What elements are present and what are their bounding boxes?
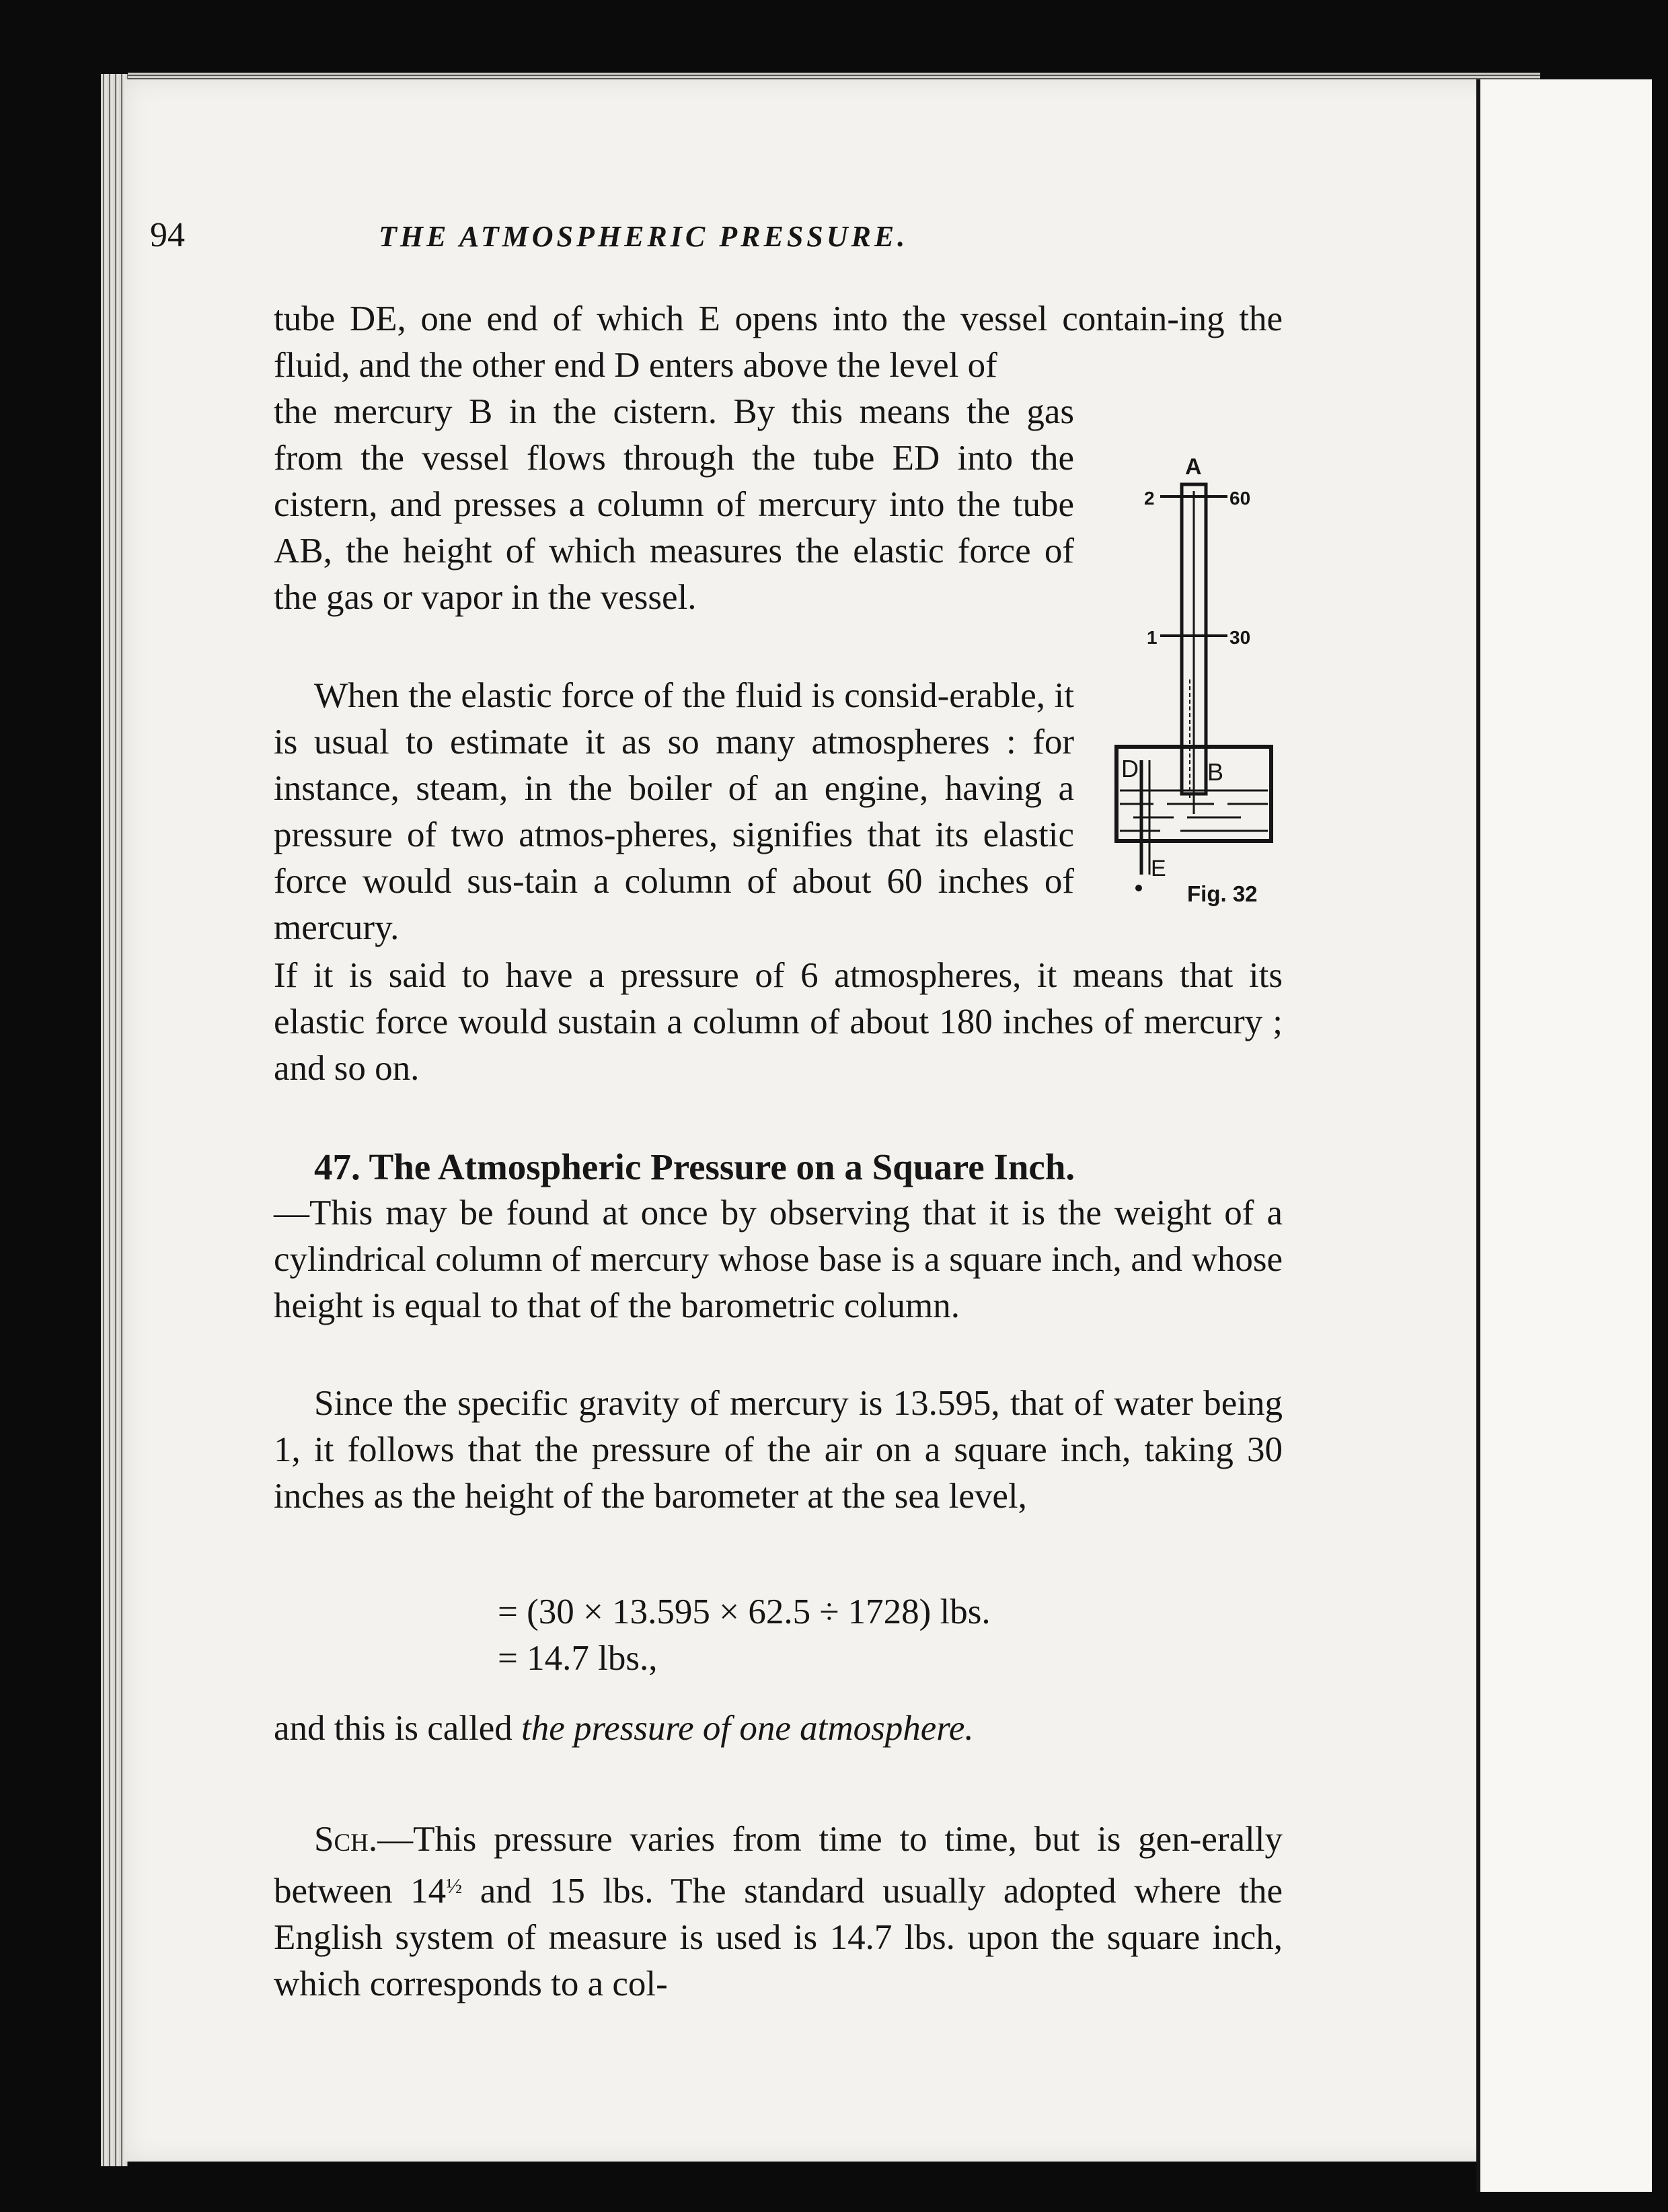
label-e: E: [1151, 856, 1166, 881]
formula-line-1: = (30 × 13.595 × 62.5 ÷ 1728) lbs.: [498, 1592, 991, 1631]
label-a: A: [1185, 454, 1202, 480]
section-text: —This may be found at once by observing that it is the weight of a cylindrical column of mercury whose base is a square inch, and whose height is equal to that of the barometric column.: [274, 1193, 1283, 1325]
paragraph-4: Since the specific gravity of mercury is 13.595, that of water being 1, it follows that the pressure of the air on a square inch, taking 30 inches as the height of the barometer at the sea level,: [274, 1384, 1283, 1516]
label-1: 1: [1147, 627, 1158, 648]
paragraph-5: and this is called the pressure of one atmosphere.: [274, 1709, 974, 1748]
page-stack-edge: [101, 74, 128, 2166]
section-47: [274, 1144, 1283, 1329]
fraction-half: ½: [446, 1874, 463, 1898]
label-30: 30: [1229, 627, 1251, 648]
label-b: B: [1207, 758, 1224, 786]
paragraph-1-narrow: the mercury B in the cistern. By this means the gas from the vessel flows through the tube ED into the cistern, and presses a column of mercury into the tube AB, the height of which measures the elastic force of the gas or vapor in the vessel.: [274, 392, 1074, 617]
page-number: 94: [150, 216, 185, 254]
label-2: 2: [1144, 488, 1155, 509]
figure-32: [1106, 437, 1281, 922]
label-60: 60: [1229, 488, 1251, 509]
paragraph-1-wide: tube DE, one end of which E opens into the vessel contain-ing the fluid, and the other end D enters above the level of: [274, 299, 1283, 385]
paragraph-2-wide: If it is said to have a pressure of 6 atmospheres, it means that its elastic force would sustain a column of about 180 inches of mercury ; and so on.: [274, 956, 1283, 1088]
running-head: [150, 215, 1280, 262]
figure-caption: Fig. 32: [1187, 881, 1258, 906]
formula: [498, 1589, 991, 1682]
scholium: Sch.—This pressure varies from time to time, but is gen-erally between $14^{\frac{1}{2}}$ and 15 lbs. The standard usually adopted where the English system of measure is used is 14.7 lbs. upon the square inch, which corresponds to a col-: [274, 1820, 1283, 2003]
running-title: THE ATMOSPHERIC PRESSURE.: [379, 220, 909, 253]
paragraph-2-narrow: When the elastic force of the fluid is consid-erable, it is usual to estimate it as so many atmospheres : for instance, steam, in the boiler of an engine, having a pressure of two atmos-pheres, signifies that its elastic force would sus-tain a column of about 60 inches of mercury.: [274, 676, 1074, 947]
facing-page-edge: [1476, 79, 1652, 2192]
label-d: D: [1121, 755, 1139, 782]
scholium-label: Sch.: [314, 1820, 378, 1859]
barometer-diagram: [1106, 437, 1281, 922]
formula-line-2: = 14.7 lbs.,: [498, 1639, 658, 1678]
section-heading: 47. The Atmospheric Pressure on a Square Inch.: [314, 1146, 1075, 1187]
